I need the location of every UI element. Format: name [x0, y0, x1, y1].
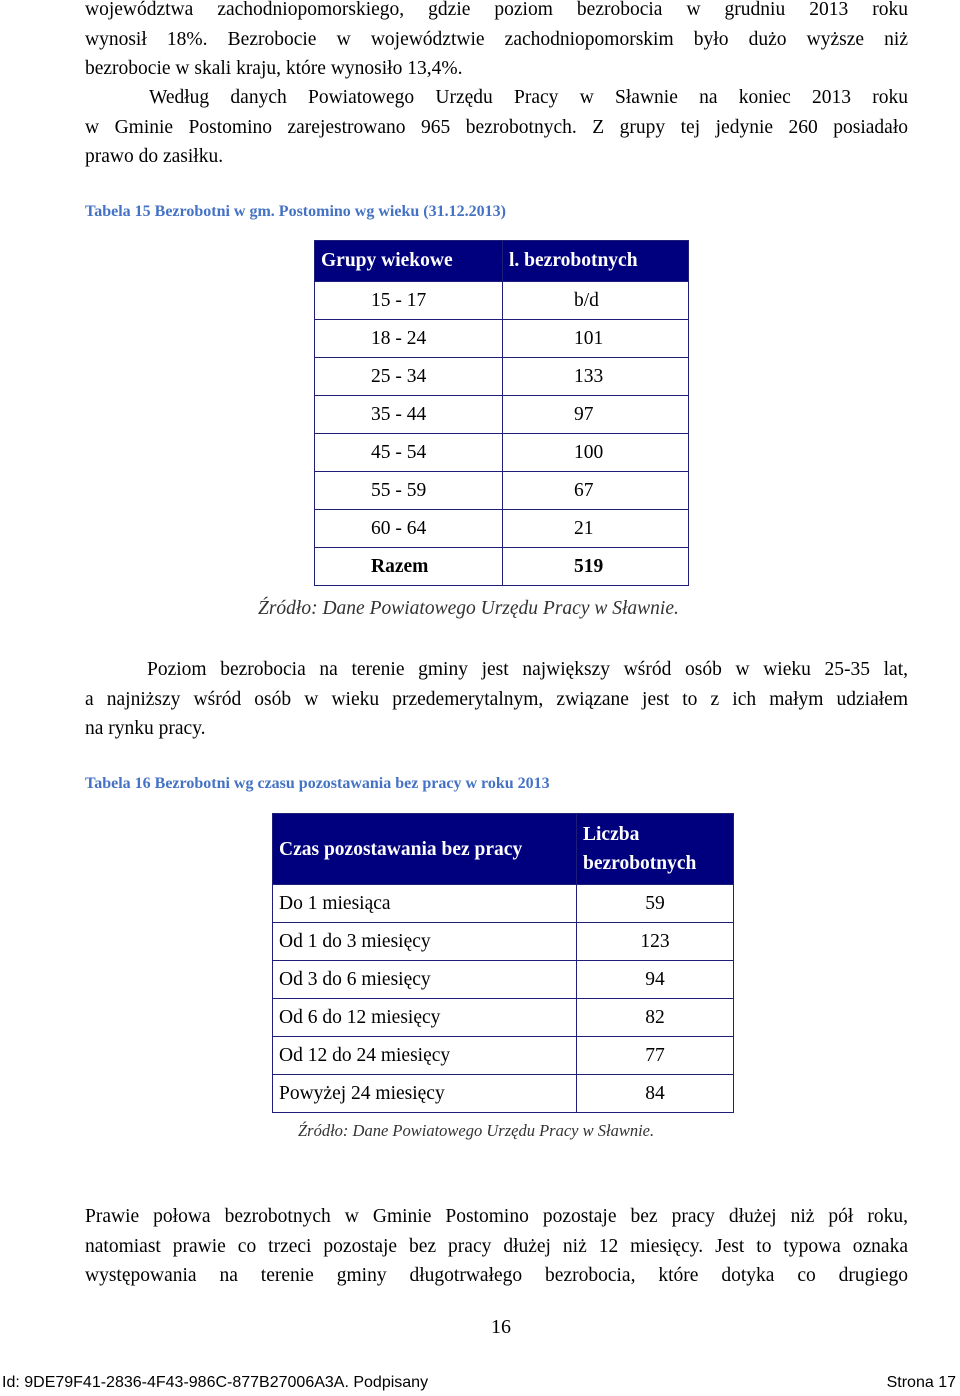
age-group-cell: 18 - 24 [315, 320, 503, 358]
intro-paragraph [85, 0, 908, 84]
duration-cell: Do 1 miesiąca [273, 885, 577, 923]
table-row [315, 396, 689, 434]
duration-cell: Od 3 do 6 miesięcy [273, 961, 577, 999]
count-cell: 77 [577, 1037, 734, 1075]
text-line: Poziom bezrobocia na terenie gminy jest największy wśród osób w wieku 25-35 lat, [147, 659, 908, 680]
duration-cell: Powyżej 24 miesięcy [273, 1075, 577, 1113]
table-row [273, 923, 734, 961]
text-line: a najniższy wśród osób w wieku przedemerytalnym, związane jest to z ich małym udziałem [85, 688, 908, 710]
table16-source: Źródło: Dane Powiatowego Urzędu Pracy w Sławnie. [298, 1121, 655, 1140]
table-row [315, 282, 689, 320]
page-label: Strona 17 [886, 1374, 956, 1391]
table-row [315, 472, 689, 510]
text-line: prawo do zasiłku. [85, 146, 224, 167]
count-cell: b/d [503, 282, 689, 320]
count-cell: 59 [577, 885, 734, 923]
table-row [273, 1037, 734, 1075]
count-cell: 133 [503, 358, 689, 396]
table-header-row [273, 814, 734, 885]
table15-source: Źródło: Dane Powiatowego Urzędu Pracy w Sławnie. [258, 598, 679, 619]
text-line: natomiast prawie co trzeci pozostaje bez pracy dłużej niż 12 miesięcy. Jest to typowa oznaka [85, 1235, 908, 1257]
total-value-cell: 519 [503, 548, 689, 586]
count-cell: 100 [503, 434, 689, 472]
text-line: na rynku pracy. [85, 718, 206, 739]
column-header: Liczba bezrobotnych [577, 814, 734, 885]
table-row [315, 358, 689, 396]
age-group-cell: 35 - 44 [315, 396, 503, 434]
text-line: wynosił 18%. Bezrobocie w województwie zachodniopomorskim było dużo wyższe niż [85, 28, 908, 50]
total-label-cell: Razem [315, 548, 503, 586]
text-line: w Gminie Postomino zarejestrowano 965 bezrobotnych. Z grupy tej jedynie 260 posiadało [85, 116, 908, 138]
table-row [273, 1075, 734, 1113]
count-cell: 84 [577, 1075, 734, 1113]
age-group-cell: 60 - 64 [315, 510, 503, 548]
table-row [315, 434, 689, 472]
page-number: 16 [491, 1316, 511, 1338]
text-line: Prawie połowa bezrobotnych w Gminie Postomino pozostaje bez pracy dłużej niż pół roku, [85, 1206, 908, 1227]
count-cell: 67 [503, 472, 689, 510]
count-cell: 82 [577, 999, 734, 1037]
table-row [315, 510, 689, 548]
text-line: województwa zachodniopomorskiego, gdzie poziom bezrobocia w grudniu 2013 roku [85, 0, 908, 20]
age-group-cell: 45 - 54 [315, 434, 503, 472]
duration-cell: Od 12 do 24 miesięcy [273, 1037, 577, 1075]
age-analysis-paragraph [85, 655, 908, 744]
count-cell: 123 [577, 923, 734, 961]
age-group-cell: 15 - 17 [315, 282, 503, 320]
column-header: Grupy wiekowe [315, 241, 503, 282]
duration-analysis-paragraph [85, 1202, 908, 1291]
text-line: występowania na terenie gminy długotrwałego bezrobocia, które dotyka co drugiego [85, 1265, 908, 1286]
table-row [273, 961, 734, 999]
table16-caption: Tabela 16 Bezrobotni wg czasu pozostawania bez pracy w roku 2013 [85, 775, 550, 792]
text-line: bezrobocie w skali kraju, które wynosiło 13,4%. [85, 58, 463, 79]
age-group-cell: 55 - 59 [315, 472, 503, 510]
table-total-row [315, 548, 689, 586]
table16-unemployment-duration [272, 813, 734, 1113]
column-header: Czas pozostawania bez pracy [273, 814, 577, 885]
column-header: l. bezrobotnych [503, 241, 689, 282]
table-row [273, 885, 734, 923]
document-signature-id: Id: 9DE79F41-2836-4F43-986C-877B27006A3A. Podpisany [2, 1374, 429, 1391]
table-row [315, 320, 689, 358]
registered-unemployed-paragraph [85, 83, 908, 172]
text-line: Według danych Powiatowego Urzędu Pracy w Sławnie na koniec 2013 roku [149, 87, 908, 108]
duration-cell: Od 1 do 3 miesięcy [273, 923, 577, 961]
count-cell: 97 [503, 396, 689, 434]
table15-caption: Tabela 15 Bezrobotni w gm. Postomino wg wieku (31.12.2013) [85, 203, 506, 220]
count-cell: 21 [503, 510, 689, 548]
duration-cell: Od 6 do 12 miesięcy [273, 999, 577, 1037]
table-row [273, 999, 734, 1037]
age-group-cell: 25 - 34 [315, 358, 503, 396]
table-header-row [315, 241, 689, 282]
count-cell: 101 [503, 320, 689, 358]
count-cell: 94 [577, 961, 734, 999]
table15-age-groups [314, 240, 689, 586]
